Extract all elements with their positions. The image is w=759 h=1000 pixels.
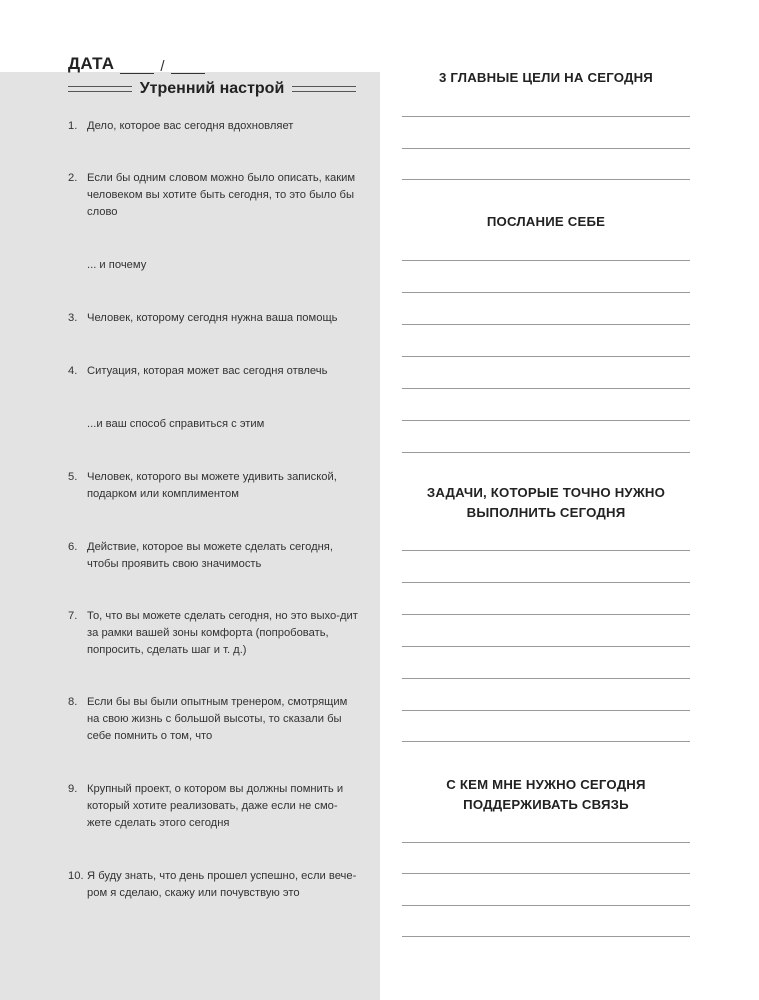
contact-line[interactable] xyxy=(402,905,690,906)
question-number: 10. xyxy=(68,870,84,882)
message-line[interactable] xyxy=(402,292,690,293)
question-text: Человек, которому сегодня нужна ваша помощь xyxy=(87,312,338,324)
goal-line[interactable] xyxy=(402,179,690,180)
question-number: 2. xyxy=(68,172,78,184)
task-line[interactable] xyxy=(402,678,690,679)
task-line[interactable] xyxy=(402,614,690,615)
message-line[interactable] xyxy=(402,452,690,453)
title-decor-left xyxy=(68,86,132,92)
question-2-followup: ... и почему xyxy=(87,259,147,271)
message-line[interactable] xyxy=(402,324,690,325)
question-text: Если бы одним словом можно было описать, каким человеком вы хотите быть сегодня, то это было бы слово xyxy=(87,172,356,218)
question-3 xyxy=(68,310,360,327)
question-7 xyxy=(68,608,360,659)
question-number: 9. xyxy=(68,783,78,795)
question-number: 7. xyxy=(68,610,78,622)
question-8 xyxy=(68,694,360,745)
question-2 xyxy=(68,170,360,221)
contacts-heading xyxy=(400,775,692,815)
task-line[interactable] xyxy=(402,550,690,551)
contacts-heading-line-1: С КЕМ МНЕ НУЖНО СЕГОДНЯ xyxy=(446,777,646,792)
question-number: 8. xyxy=(68,696,78,708)
message-line[interactable] xyxy=(402,260,690,261)
question-number: 1. xyxy=(68,120,78,132)
question-number: 4. xyxy=(68,365,78,377)
tasks-heading xyxy=(400,483,692,523)
question-number: 5. xyxy=(68,471,78,483)
question-text: Дело, которое вас сегодня вдохновляет xyxy=(87,120,294,132)
contact-line[interactable] xyxy=(402,842,690,843)
question-number: 3. xyxy=(68,312,78,324)
question-10 xyxy=(68,868,360,902)
goals-heading: 3 ГЛАВНЫЕ ЦЕЛИ НА СЕГОДНЯ xyxy=(439,70,653,85)
contacts-heading-line-2: ПОДДЕРЖИВАТЬ СВЯЗЬ xyxy=(463,797,629,812)
question-text: Крупный проект, о котором вы должны помнить и который хотите реализовать, даже если не смо-жете сделать этого сегодня xyxy=(87,783,344,829)
question-text: Я буду знать, что день прошел успешно, если вече-ром я сделаю, скажу или почувствую это xyxy=(87,870,357,899)
question-4-followup: ...и ваш способ справиться с этим xyxy=(87,418,265,430)
message-line[interactable] xyxy=(402,356,690,357)
task-line[interactable] xyxy=(402,741,690,742)
task-line[interactable] xyxy=(402,646,690,647)
morning-section-title: Утренний настрой xyxy=(139,80,285,97)
question-9 xyxy=(68,781,360,832)
question-text: Если бы вы были опытным тренером, смотрящим на свою жизнь с большой высоты, то сказали бы себе помнить о том, что xyxy=(87,696,348,742)
question-text: Действие, которое вы можете сделать сегодня, чтобы проявить свою значимость xyxy=(87,541,333,570)
date-day-blank[interactable] xyxy=(120,57,154,74)
date-label: ДАТА xyxy=(68,54,115,73)
date-row xyxy=(68,50,205,74)
date-month-blank[interactable] xyxy=(171,57,205,74)
tasks-heading-line-1: ЗАДАЧИ, КОТОРЫЕ ТОЧНО НУЖНО xyxy=(426,485,666,500)
question-text: Ситуация, которая может вас сегодня отвлечь xyxy=(87,365,328,377)
morning-section-header xyxy=(68,80,356,98)
task-line[interactable] xyxy=(402,582,690,583)
goal-line[interactable] xyxy=(402,148,690,149)
message-line[interactable] xyxy=(402,388,690,389)
question-text: То, что вы можете сделать сегодня, но это выхо-дит за рамки вашей зоны комфорта (попробовать, попросить, сделать шаг и т. д.) xyxy=(87,610,358,656)
goal-line[interactable] xyxy=(402,116,690,117)
title-decor-right xyxy=(292,86,356,92)
question-1 xyxy=(68,118,360,135)
contact-line[interactable] xyxy=(402,873,690,874)
question-text: Человек, которого вы можете удивить запиской, подарком или комплиментом xyxy=(87,471,337,500)
contact-line[interactable] xyxy=(402,936,690,937)
question-6 xyxy=(68,539,360,573)
message-heading: ПОСЛАНИЕ СЕБЕ xyxy=(486,214,606,229)
date-separator: / xyxy=(160,58,165,75)
task-line[interactable] xyxy=(402,710,690,711)
tasks-heading-line-2: ВЫПОЛНИТЬ СЕГОДНЯ xyxy=(466,505,626,520)
question-number: 6. xyxy=(68,541,78,553)
question-5 xyxy=(68,469,360,503)
question-4 xyxy=(68,363,360,380)
message-line[interactable] xyxy=(402,420,690,421)
